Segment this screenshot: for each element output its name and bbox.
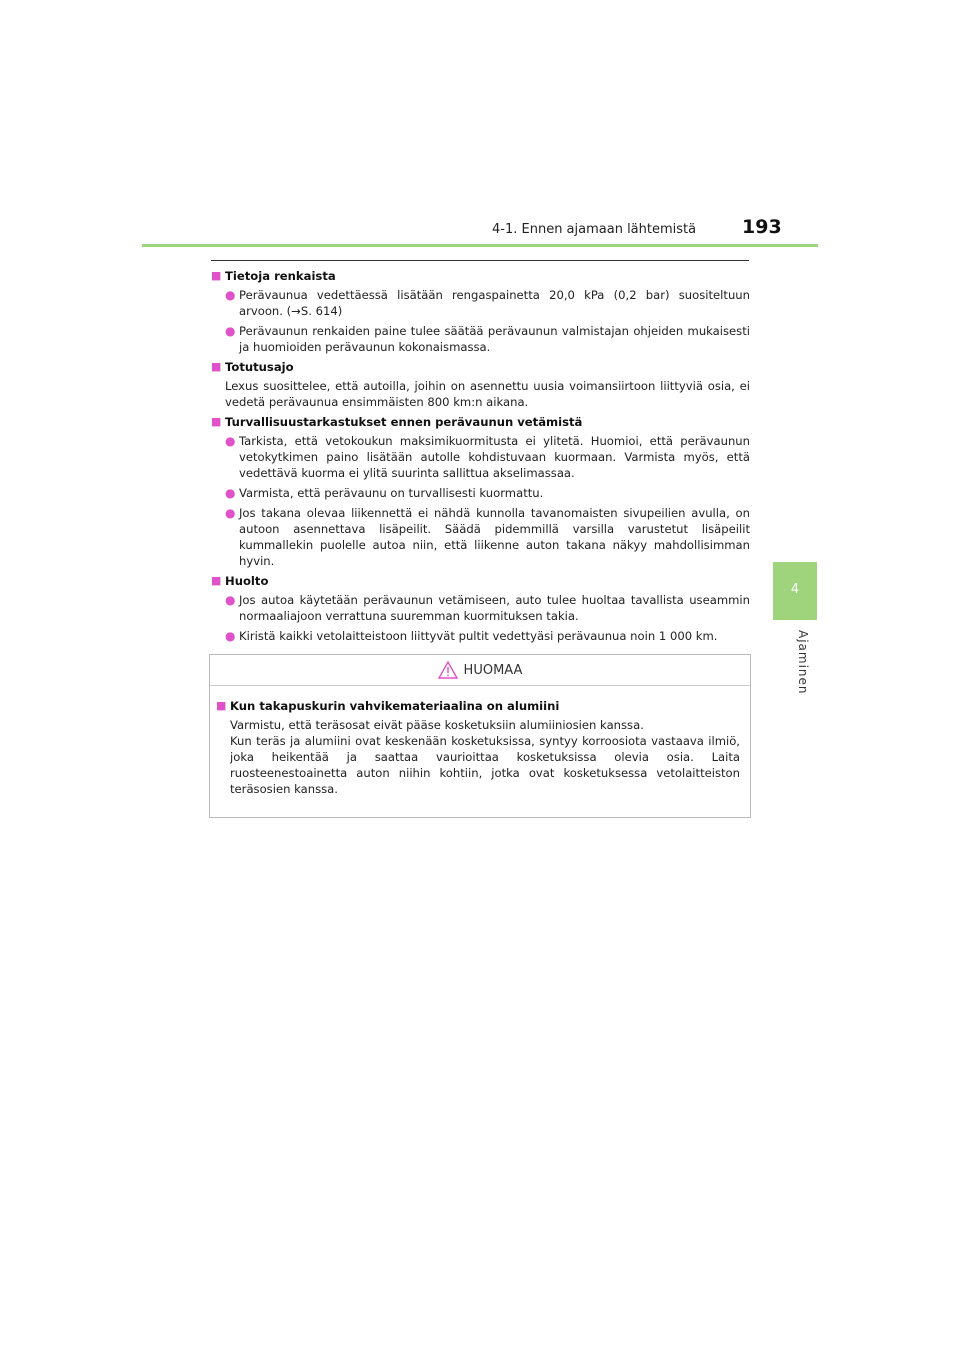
notice-paragraph: Kun teräs ja alumiini ovat keskenään kosketuksissa, syntyy korroosiota vastaava ilmiö, joka heikentää ja saattaa vaurioittaa kosketuksissa olevia osia. Laita ruosteenestoainetta auton niihin kohtiin, jotka ovat kosketuksessa vetolaitteiston teräsosien kanssa. [230,734,740,796]
square-bullet-icon: ■ [211,574,222,587]
notice-title: HUOMAA [463,662,523,678]
square-bullet-icon: ■ [211,415,222,428]
list-item-text: Varmista, että perävaunu on turvallisesti kuormattu. [239,486,544,500]
page-reference-link[interactable]: →S. 614) [291,304,343,318]
list-item [225,485,750,501]
list-item-text: Perävaunun renkaiden paine tulee säätää perävaunun valmistajan ohjeiden mukaisesti ja huomioiden perävaunun kokonaismassa. [239,324,750,354]
content-rule [211,260,749,261]
circle-bullet-icon: ● [225,434,236,448]
heading-text: Totutusajo [225,360,294,374]
circle-bullet-icon: ● [225,324,236,338]
heading-text: Kun takapuskurin vahvikemateriaalina on alumiini [230,699,560,713]
circle-bullet-icon: ● [225,486,236,500]
list-item-text: Jos autoa käytetään perävaunun vetämiseen, auto tulee huoltaa tavallista useammin normaaliajoon verrattuna suuremman kuormituksen takia. [239,593,750,623]
notice-body [210,686,750,797]
section-heading-service [211,573,750,589]
list-item [225,323,750,355]
list-item-text-part: Perävaunua vedettäessä lisätään rengaspainetta 20,0 kPa (0,2 bar) suositeltuun arvoon. ( [239,288,750,318]
page-number: 193 [742,216,782,238]
main-content [211,268,750,648]
section-label: 4-1. Ennen ajamaan lähtemistä [492,222,697,237]
list-item [225,592,750,624]
circle-bullet-icon: ● [225,288,236,302]
circle-bullet-icon: ● [225,593,236,607]
section-heading-breakin [211,359,750,375]
list-item-text: Jos takana olevaa liikennettä ei nähdä kunnolla tavanomaisten sivupeilien avulla, on autoon asennettava lisäpeilit. Säädä pidemmillä varsilla varustetut lisäpeilit kummallekin puolelle autoa niin, että liikenne auton takana näkyy mahdollisimman hyvin. [239,506,750,568]
heading-text: Huolto [225,574,269,588]
section-heading-safety [211,414,750,430]
heading-text: Tietoja renkaista [225,269,336,283]
chapter-label: Ajaminen [796,630,810,695]
circle-bullet-icon: ● [225,506,236,520]
square-bullet-icon: ■ [211,360,222,373]
notice-paragraph: Varmistu, että teräsosat eivät pääse kosketuksiin alumiiniosien kanssa. [230,718,644,732]
list-item [225,433,750,481]
header-divider [142,244,818,247]
list-item-text: Tarkista, että vetokoukun maksimikuormitusta ei ylitetä. Huomioi, että perävaunun vetokytkimen paino lisätään autolle kohdistuvaan kuormaan. Varmista myös, että vedettävä kuorma ei ylitä suurinta sallittua akselimassaa. [239,434,750,480]
list-item-text: Kiristä kaikki vetolaitteistoon liittyvät pultit vedettyäsi perävaunua noin 1 000 km. [239,629,718,643]
list-item-text [239,287,750,319]
notice-header [210,655,750,686]
circle-bullet-icon: ● [225,629,236,643]
square-bullet-icon: ■ [211,269,222,282]
chapter-number: 4 [790,582,800,597]
notice-heading [216,698,740,714]
heading-text: Turvallisuustarkastukset ennen perävaunun vetämistä [225,415,583,429]
list-item [225,628,750,644]
list-item [225,287,750,319]
chapter-tab [773,562,817,620]
square-bullet-icon: ■ [216,699,227,712]
paragraph: Lexus suosittelee, että autoilla, joihin on asennettu uusia voimansiirtoon liittyviä osia, ei vedetä perävaunua ensimmäisten 800 km:n aikana. [225,379,750,409]
list-item [225,505,750,569]
notice-box [209,654,751,818]
section-heading-tires [211,268,750,284]
warning-triangle-icon [438,661,458,679]
